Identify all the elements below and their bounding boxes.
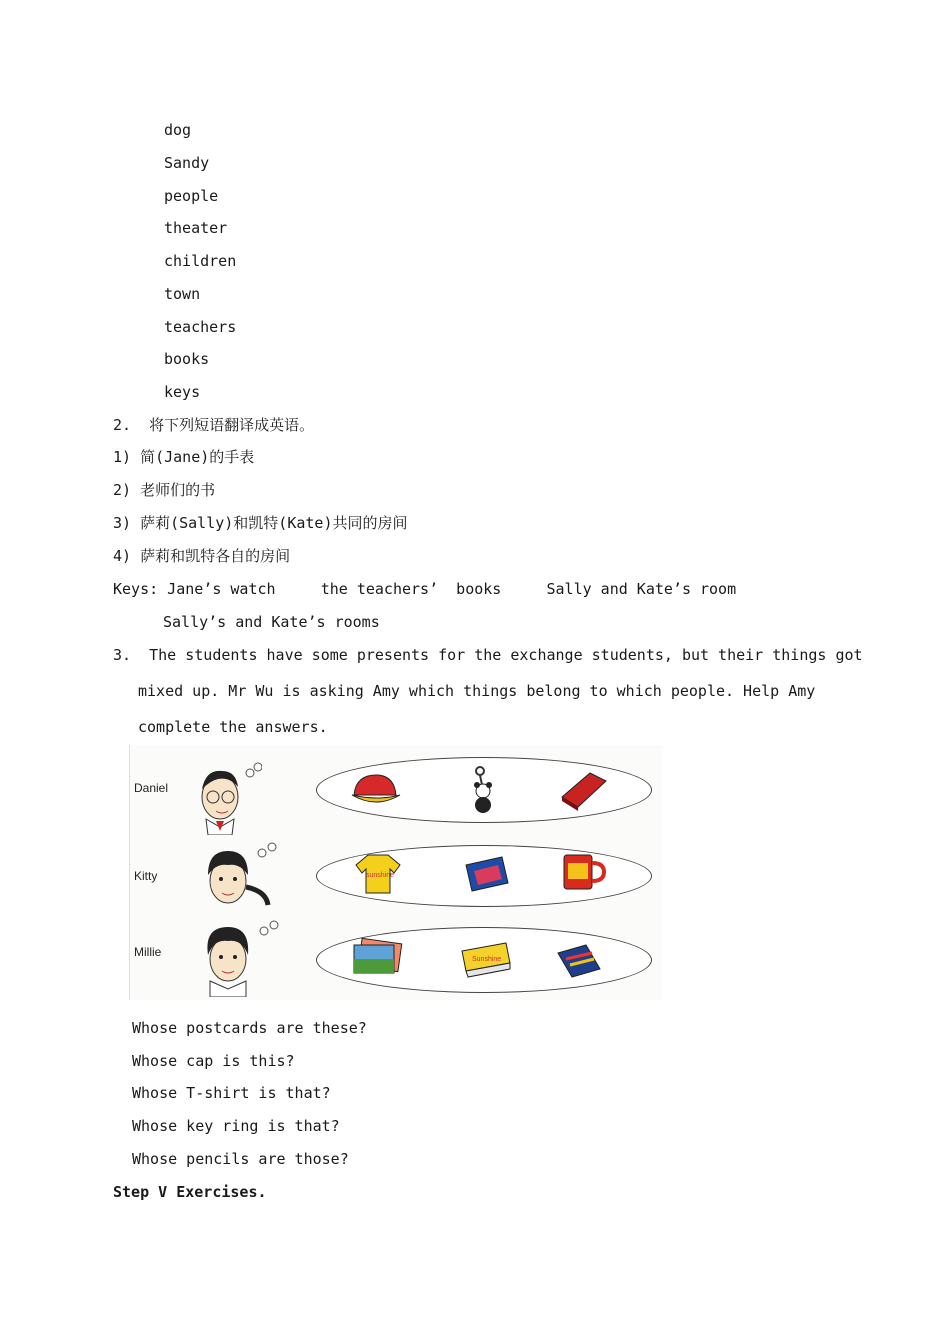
question-2: Whose cap is this?	[132, 1052, 295, 1070]
word-children: children	[164, 252, 237, 270]
word-sandy: Sandy	[164, 154, 210, 172]
keys-line-2: Sally’s and Kate’s rooms	[163, 613, 380, 631]
keys-line-1: Keys: Jane’s watch the teachers’ books Sally and Kate’s room	[113, 580, 737, 598]
word-theater: theater	[164, 219, 228, 237]
section3-line-2: mixed up. Mr Wu is asking Amy which things belong to which people. Help Amy	[138, 682, 816, 700]
step-heading: Step V Exercises.	[113, 1183, 267, 1201]
word-dog: dog	[164, 121, 192, 139]
question-4: Whose key ring is that?	[132, 1117, 340, 1135]
person-label-daniel: Daniel	[134, 781, 169, 795]
section2-item-3: 3) 萨莉(Sally)和凯特(Kate)共同的房间	[113, 514, 408, 532]
section2-item-1: 1) 简(Jane)的手表	[113, 448, 255, 466]
word-keys: keys	[164, 383, 201, 401]
question-1: Whose postcards are these?	[132, 1019, 367, 1037]
kitty-face-icon	[186, 839, 286, 919]
word-teachers: teachers	[164, 318, 237, 336]
daniel-face-icon	[192, 755, 262, 835]
section3-line-3: complete the answers.	[138, 718, 328, 736]
question-5: Whose pencils are those?	[132, 1150, 349, 1168]
cap-icon	[348, 769, 404, 811]
pencil-case-icon	[556, 767, 612, 811]
millie-face-icon	[192, 917, 292, 997]
thought-bubble-illustration	[129, 745, 662, 1000]
panda-key-ring-icon	[466, 765, 502, 815]
pencils-icon	[552, 939, 608, 983]
word-town: town	[164, 285, 201, 303]
t-shirt-icon	[352, 851, 404, 897]
section2-item-2: 2) 老师们的书	[113, 481, 216, 499]
person-label-kitty: Kitty	[134, 869, 158, 883]
postcards-icon	[348, 937, 408, 979]
svg-text:Sunshine: Sunshine	[472, 956, 502, 963]
scarf-icon	[458, 939, 514, 979]
section2-item-4: 4) 萨莉和凯特各自的房间	[113, 547, 291, 565]
section3-line-1: 3. The students have some presents for the exchange students, but their things got	[113, 646, 863, 664]
section2-heading: 2. 将下列短语翻译成英语。	[113, 416, 315, 434]
mug-icon	[558, 849, 606, 895]
person-label-millie: Millie	[134, 945, 162, 959]
question-3: Whose T-shirt is that?	[132, 1084, 331, 1102]
blue-box-icon	[462, 853, 512, 897]
word-people: people	[164, 187, 219, 205]
word-books: books	[164, 350, 210, 368]
svg-text:sunshine: sunshine	[366, 872, 395, 879]
